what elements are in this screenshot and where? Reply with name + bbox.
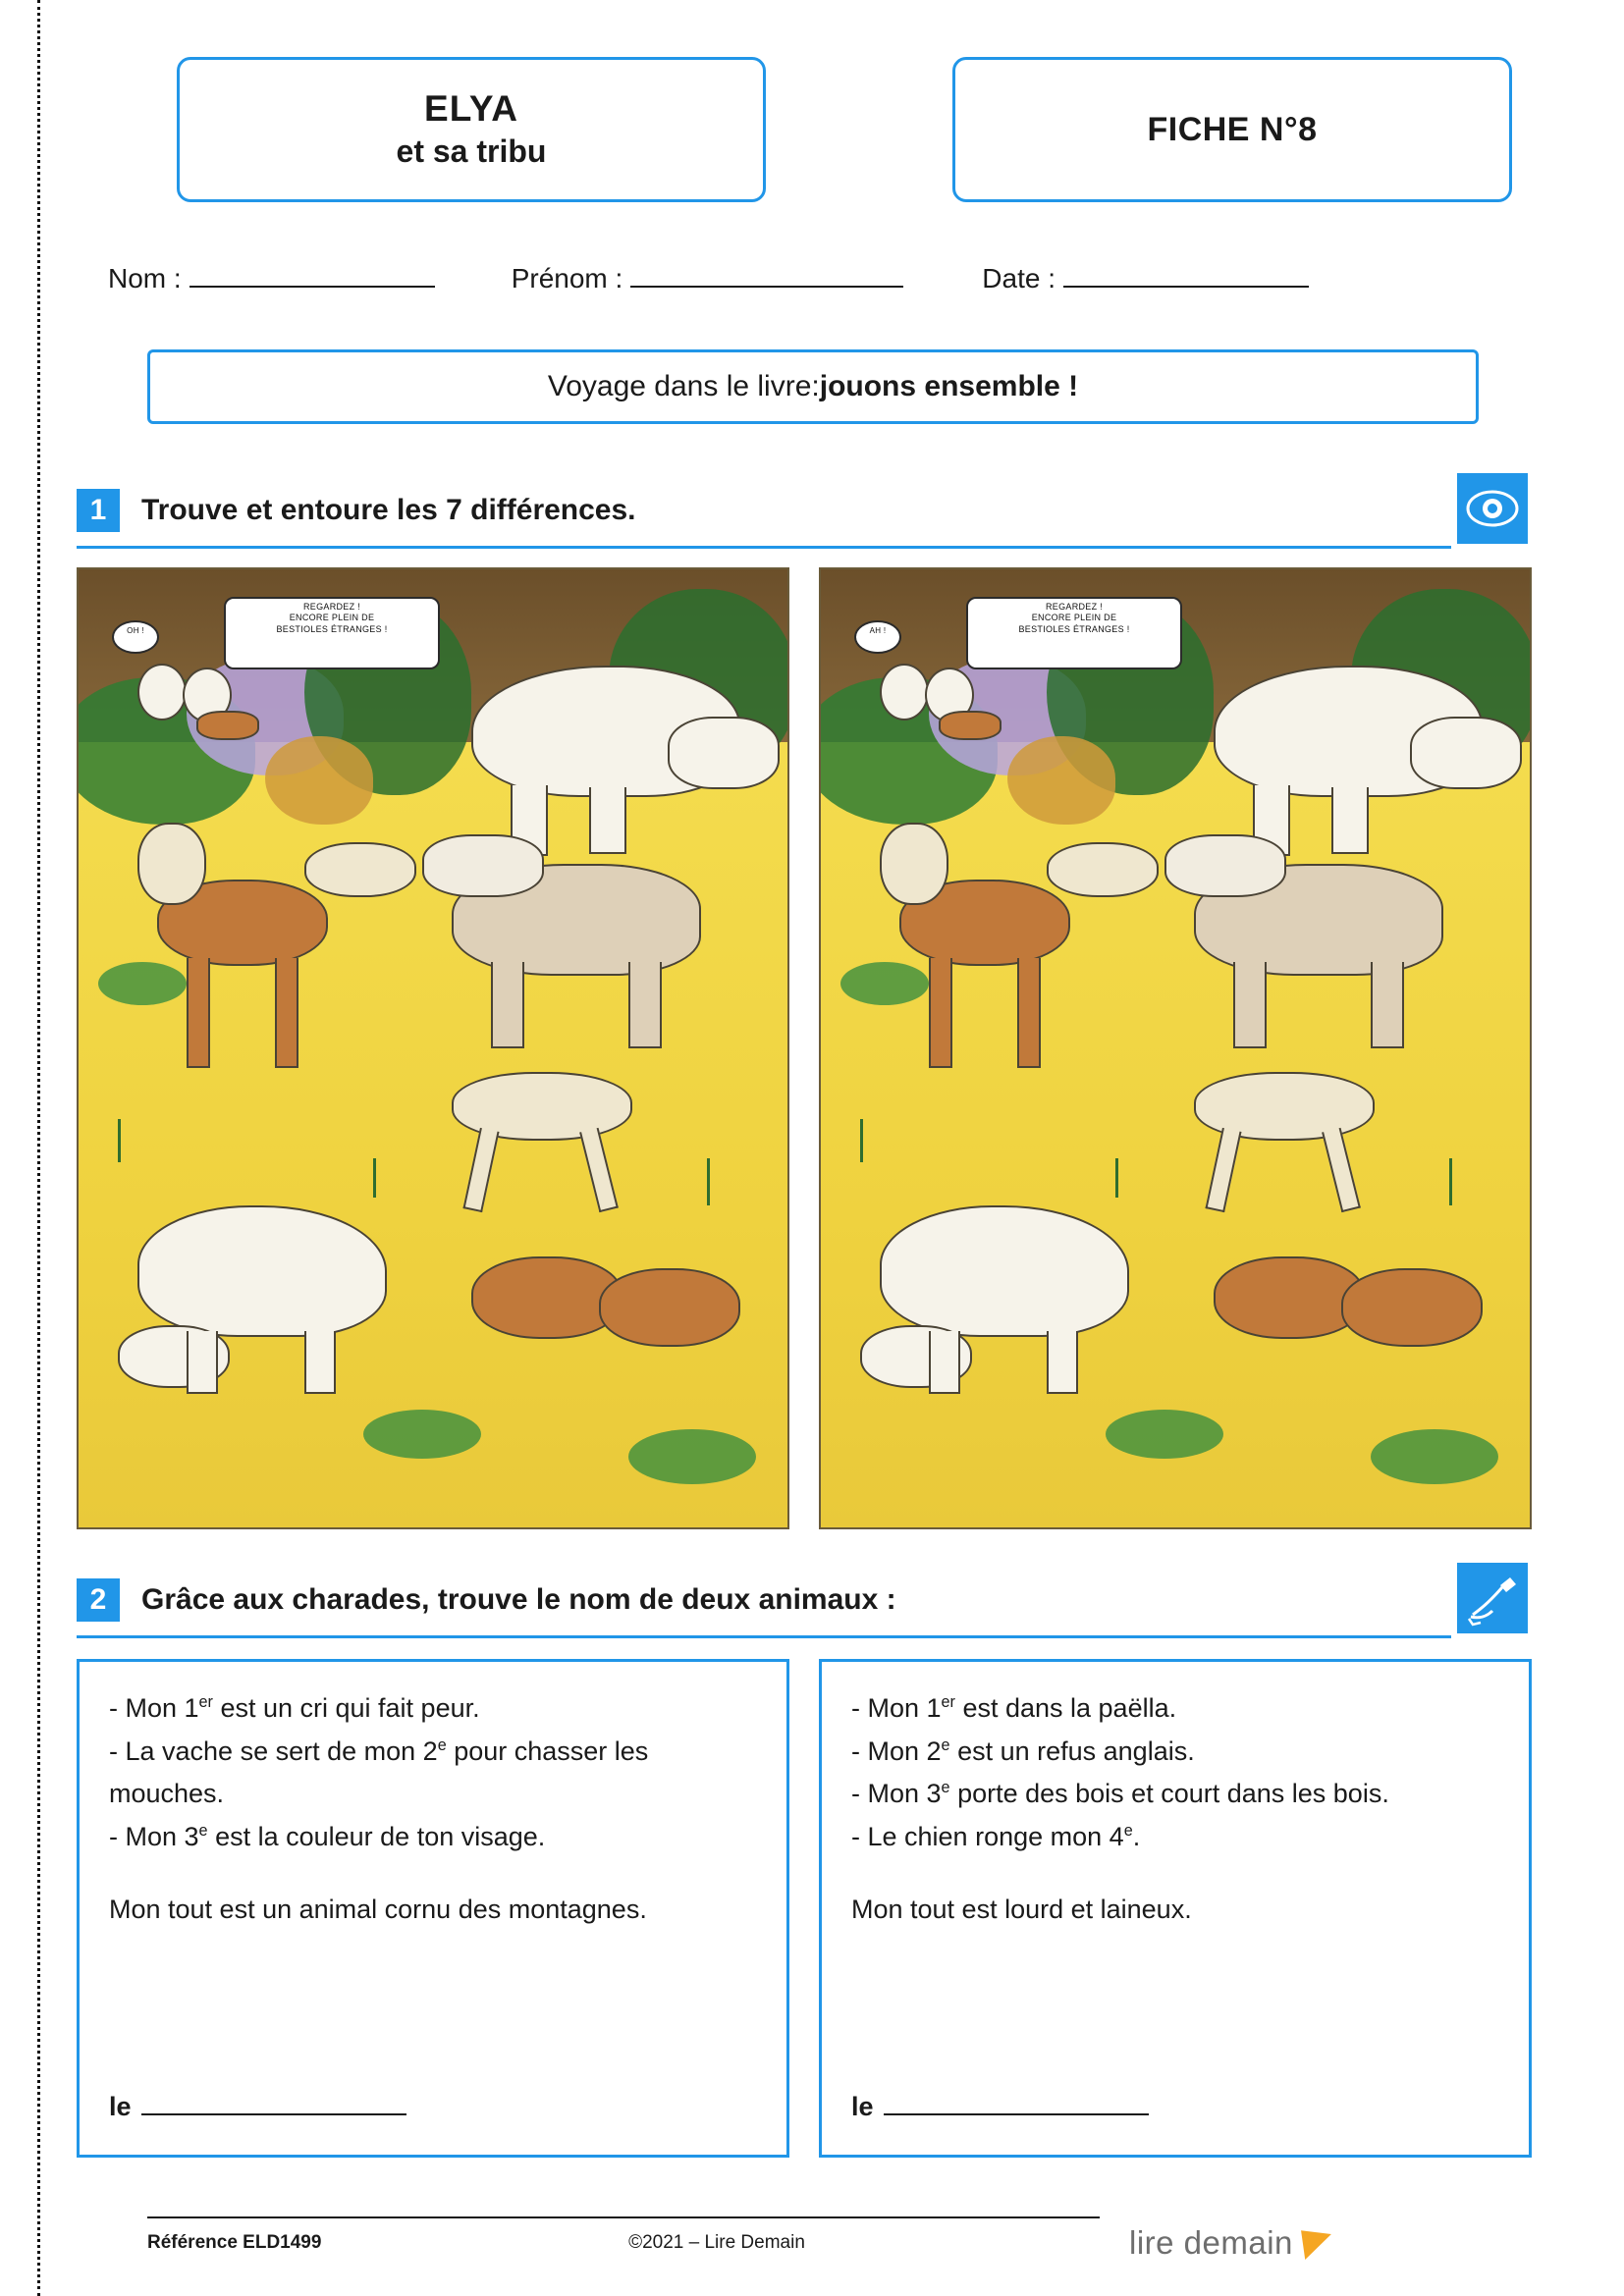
- footer: [147, 2224, 1522, 2262]
- fiche-number-label: FICHE N°8: [1147, 110, 1318, 148]
- grass-tuft: [118, 1119, 121, 1162]
- speech-bubble-small: [112, 620, 159, 654]
- elephant-leg: [589, 787, 626, 854]
- charade-2-line-2: - Mon 2e est un refus anglais.: [851, 1735, 1195, 1766]
- grass-tuft: [1449, 1158, 1452, 1205]
- hippo-leg: [187, 1331, 218, 1394]
- header: [177, 57, 1512, 202]
- nom-input-rule[interactable]: [189, 264, 435, 288]
- title-line-2: et sa tribu: [396, 133, 547, 170]
- charade-1-conclusion: Mon tout est un animal cornu des montagnes.: [109, 1894, 647, 1924]
- rhino-leg: [628, 962, 662, 1048]
- cut-line: [37, 0, 40, 2296]
- antelope-head: [880, 823, 948, 905]
- prenom-label: Prénom :: [511, 263, 623, 294]
- illustration-left[interactable]: [77, 567, 789, 1529]
- grass-bush: [1371, 1429, 1498, 1484]
- fox-shape: [196, 711, 259, 740]
- rhino-head: [422, 834, 544, 897]
- spot-the-difference-images: [77, 567, 1532, 1529]
- charade-box-1: [77, 1659, 789, 2158]
- nom-field[interactable]: [108, 263, 435, 294]
- rhino-head: [1164, 834, 1286, 897]
- identity-row: [108, 263, 1532, 294]
- charade-2-answer-rule[interactable]: [884, 2094, 1149, 2115]
- exercise-2-instruction: Grâce aux charades, trouve le nom de deux animaux :: [141, 1583, 896, 1616]
- nom-label: Nom :: [108, 263, 182, 294]
- antelope-leg: [275, 958, 298, 1068]
- voyage-banner: [147, 349, 1479, 424]
- date-label: Date :: [982, 263, 1056, 294]
- charade-1-line-2: - La vache se sert de mon 2e pour chasser les mouches.: [109, 1735, 649, 1809]
- antelope-leg: [1017, 958, 1041, 1068]
- speech-line-3: BESTIOLES ÉTRANGES !: [1018, 623, 1130, 634]
- publisher-logo: [1129, 2224, 1332, 2262]
- charade-1-answer-label: le: [109, 2092, 132, 2122]
- grass-bush: [98, 962, 187, 1005]
- exercise-2-header: [77, 1578, 896, 1622]
- charade-2-line-4: - Le chien ronge mon 4e.: [851, 1822, 1141, 1852]
- hippo-leg: [304, 1331, 336, 1394]
- publisher-logo-text: lire demain: [1129, 2224, 1293, 2261]
- speech-line-1: REGARDEZ !: [1045, 602, 1103, 612]
- charade-1-line-3: - Mon 3e est la couleur de ton visage.: [109, 1822, 546, 1852]
- charade-1-answer-rule[interactable]: [141, 2094, 406, 2115]
- exercise-1-header: [77, 489, 636, 532]
- rhino-leg: [1371, 962, 1404, 1048]
- antelope-head: [137, 823, 206, 905]
- charade-box-2: [819, 1659, 1532, 2158]
- elephant-head: [668, 717, 780, 789]
- speech-bubble-large: [224, 597, 440, 669]
- elephant-head: [1410, 717, 1522, 789]
- footer-copyright: ©2021 – Lire Demain: [628, 2232, 805, 2253]
- speech-bubble-large: [966, 597, 1182, 669]
- charade-1-line-1: - Mon 1er est un cri qui fait peur.: [109, 1693, 480, 1723]
- grass-bush: [363, 1410, 481, 1459]
- voyage-strong: jouons ensemble !: [819, 370, 1079, 402]
- date-field[interactable]: [982, 263, 1309, 294]
- grass-bush: [628, 1429, 756, 1484]
- speech-line-2: ENCORE PLEIN DE: [289, 613, 375, 623]
- footer-divider: [147, 2216, 1100, 2218]
- character-head: [880, 664, 929, 721]
- writing-hand-icon: [1457, 1563, 1528, 1633]
- grass-bush: [840, 962, 929, 1005]
- charade-1-answer[interactable]: [109, 2086, 406, 2129]
- speech-line-1: REGARDEZ !: [302, 602, 360, 612]
- hippo-leg: [929, 1331, 960, 1394]
- charade-2-answer-label: le: [851, 2092, 874, 2122]
- resting-antelope: [599, 1268, 740, 1347]
- hippo-body: [137, 1205, 387, 1337]
- charade-boxes: [77, 1659, 1532, 2158]
- speech-line-3: BESTIOLES ÉTRANGES !: [276, 623, 388, 634]
- illustration-right[interactable]: [819, 567, 1532, 1529]
- grass-bush: [1106, 1410, 1223, 1459]
- elephant-leg: [1331, 787, 1369, 854]
- grass-tuft: [373, 1158, 376, 1198]
- speech-bubble-small-text: OH !: [127, 626, 144, 635]
- antelope-leg: [929, 958, 952, 1068]
- charade-2-answer[interactable]: [851, 2086, 1149, 2129]
- antelope-leg: [187, 958, 210, 1068]
- voyage-prefix: Voyage dans le livre: [547, 370, 812, 402]
- prenom-input-rule[interactable]: [630, 264, 903, 288]
- fox-shape: [939, 711, 1001, 740]
- exercise-2-underline: [77, 1635, 1451, 1638]
- prenom-field[interactable]: [512, 263, 904, 294]
- title-line-1: ELYA: [424, 88, 518, 130]
- grass-tuft: [707, 1158, 710, 1205]
- exercise-1-instruction: Trouve et entoure les 7 différences.: [141, 494, 636, 526]
- voyage-separator: :: [811, 370, 820, 402]
- exercise-2-number: 2: [77, 1578, 120, 1622]
- rhino-leg: [1233, 962, 1267, 1048]
- speech-line-2: ENCORE PLEIN DE: [1031, 613, 1117, 623]
- character-head: [137, 664, 187, 721]
- worksheet-title-box: [177, 57, 766, 202]
- pineapple-shape: [265, 736, 373, 825]
- charade-2-conclusion: Mon tout est lourd et laineux.: [851, 1894, 1192, 1924]
- rhino-leg: [491, 962, 524, 1048]
- exercise-1-number: 1: [77, 489, 120, 532]
- warthog-body: [304, 842, 416, 897]
- logo-mark-icon: [1301, 2226, 1334, 2260]
- eye-icon: [1457, 473, 1528, 544]
- footer-reference: Référence ELD1499: [147, 2232, 322, 2253]
- pineapple-shape: [1007, 736, 1115, 825]
- fiche-number-box: [952, 57, 1512, 202]
- warthog-body: [1047, 842, 1159, 897]
- speech-bubble-small: [854, 620, 901, 654]
- speech-bubble-small-text: AH !: [869, 626, 887, 635]
- grass-tuft: [860, 1119, 863, 1162]
- charade-2-line-1: - Mon 1er est dans la paëlla.: [851, 1693, 1177, 1723]
- date-input-rule[interactable]: [1063, 264, 1309, 288]
- grass-tuft: [1115, 1158, 1118, 1198]
- resting-antelope: [1341, 1268, 1483, 1347]
- hippo-body: [880, 1205, 1129, 1337]
- hippo-leg: [1047, 1331, 1078, 1394]
- charade-2-line-3: - Mon 3e porte des bois et court dans les bois.: [851, 1779, 1389, 1809]
- exercise-1-underline: [77, 546, 1451, 549]
